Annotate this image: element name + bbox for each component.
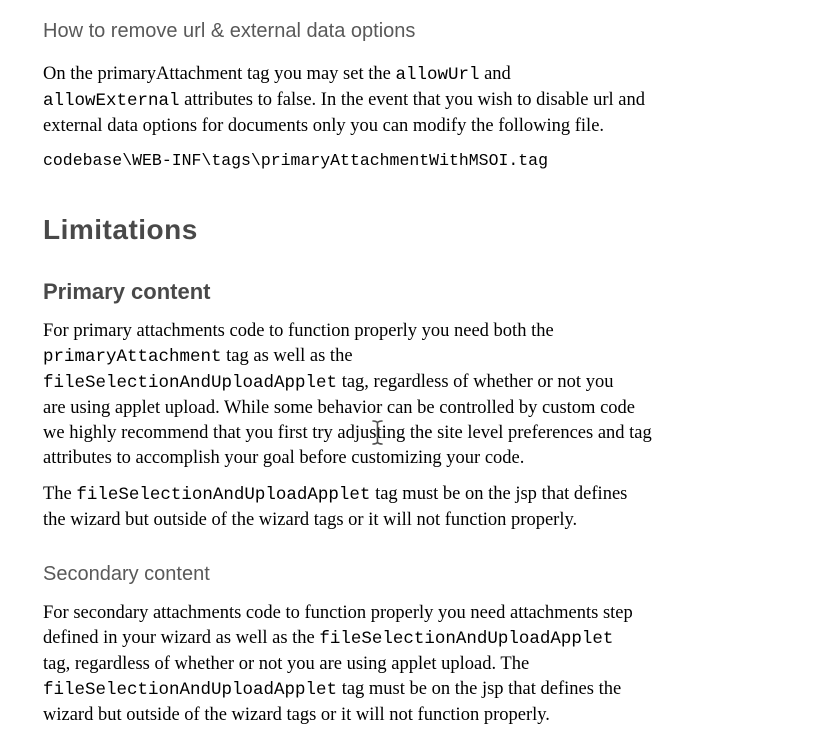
- text-run: On the primaryAttachment tag you may set the: [43, 64, 396, 84]
- text-run: tag must be on the jsp that defines the: [337, 679, 622, 699]
- text-run: external data options for documents only you can modify the following file.: [43, 116, 605, 136]
- inline-code: allowUrl: [395, 65, 480, 85]
- inline-code: fileSelectionAndUploadApplet: [43, 373, 338, 393]
- text-run: tag, regardless of whether or not you are using applet upload. The: [43, 654, 530, 674]
- text-run: The: [43, 484, 77, 504]
- text-run: the wizard but outside of the wizard tags or it will not function properly.: [43, 510, 578, 530]
- text-run: are using applet upload. While some behavior can be controlled by custom code: [43, 398, 635, 418]
- primary-paragraph-1: [43, 319, 798, 471]
- text-run: attributes to false. In the event that you wish to disable url and: [179, 90, 646, 110]
- intro-paragraph: [43, 62, 798, 139]
- secondary-content-heading: Secondary content: [43, 563, 210, 585]
- primary-paragraph-2: [43, 482, 798, 533]
- inline-code: fileSelectionAndUploadApplet: [43, 680, 338, 700]
- text-run: For primary attachments code to function properly you need both the: [43, 321, 554, 341]
- inline-code: primaryAttachment: [43, 347, 222, 367]
- text-run: and: [479, 64, 511, 84]
- inline-code: fileSelectionAndUploadApplet: [319, 629, 614, 649]
- secondary-paragraph-1: [43, 601, 798, 728]
- text-run: wizard but outside of the wizard tags or it will not function properly.: [43, 705, 550, 725]
- primary-content-heading: Primary content: [43, 279, 211, 304]
- text-run: defined in your wizard as well as the: [43, 628, 320, 648]
- text-run: we highly recommend that you first try adjusting the site level preferences and tag: [43, 423, 652, 443]
- inline-code: allowExternal: [43, 91, 180, 111]
- inline-code: fileSelectionAndUploadApplet: [76, 485, 371, 505]
- text-run: tag as well as the: [221, 346, 353, 366]
- page-title: How to remove url & external data options: [43, 20, 416, 42]
- text-run: For secondary attachments code to function properly you need attachments step: [43, 603, 633, 623]
- limitations-heading: Limitations: [43, 214, 198, 245]
- text-run: attributes to accomplish your goal before customizing your code.: [43, 448, 525, 468]
- file-path: codebase\WEB-INF\tags\primaryAttachmentWithMSOI.tag: [43, 151, 548, 170]
- text-run: tag, regardless of whether or not you: [337, 372, 614, 392]
- text-run: tag must be on the jsp that defines: [370, 484, 628, 504]
